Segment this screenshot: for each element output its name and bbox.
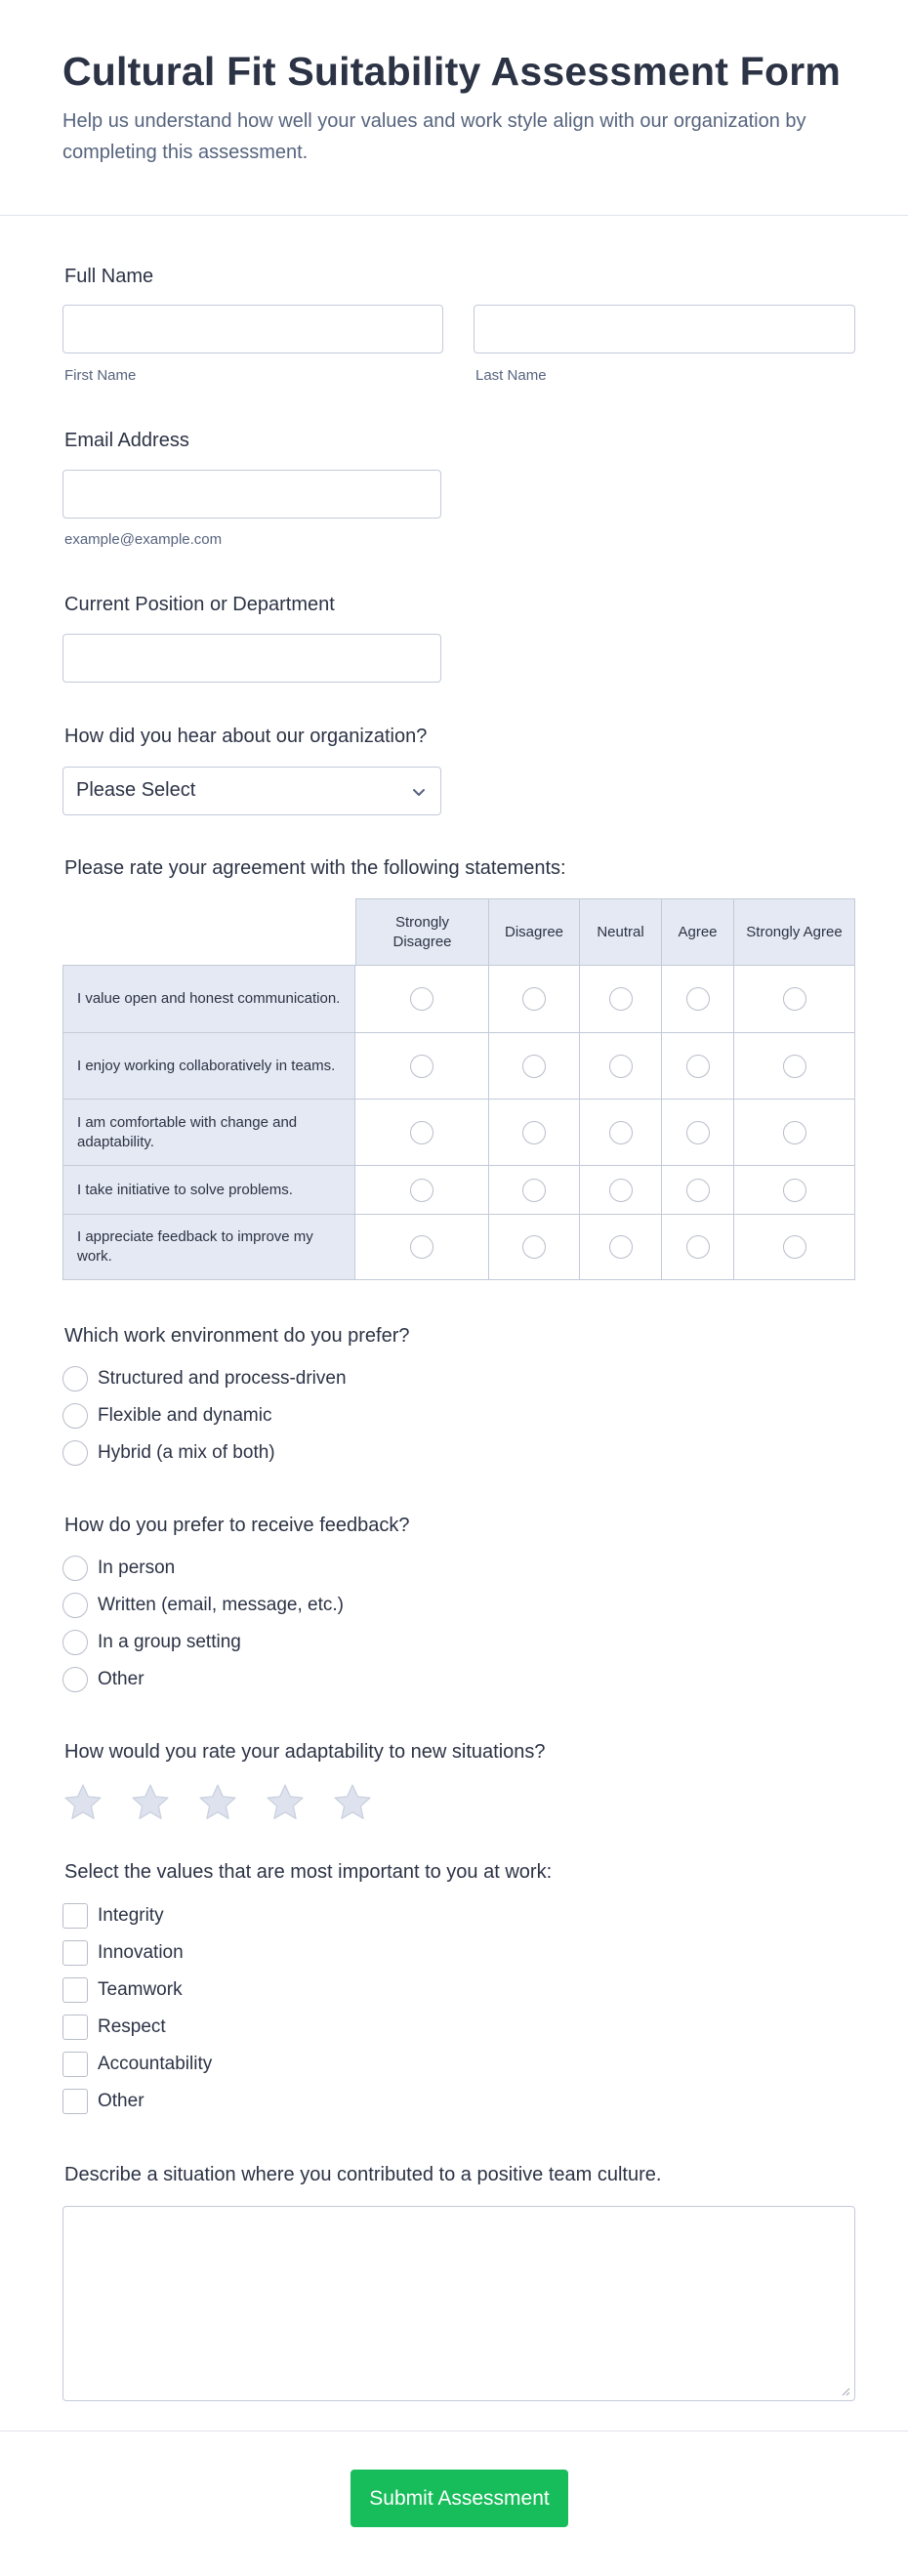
matrix-radio-button[interactable] [686, 1179, 710, 1202]
checkbox[interactable] [62, 2089, 88, 2114]
hear-about-select[interactable] [62, 767, 441, 815]
matrix-cell [488, 1214, 580, 1280]
matrix-row-label: I enjoy working collaboratively in teams. [62, 1032, 355, 1100]
matrix-radio-button[interactable] [522, 987, 546, 1011]
position-input[interactable] [62, 634, 441, 683]
radio-button[interactable] [62, 1630, 88, 1655]
matrix-radio-button[interactable] [783, 1179, 806, 1202]
star-icon[interactable] [130, 1782, 171, 1823]
page-subtitle: Help us understand how well your values and work style align with our organization by completing this assessment. [62, 110, 806, 163]
value-option[interactable] [62, 1975, 183, 2005]
value-option-label: Integrity [98, 1905, 164, 1926]
work-env-option-label: Hybrid (a mix of both) [98, 1442, 275, 1463]
matrix-label: Please rate your agreement with the following statements: [64, 857, 566, 879]
work-env-option[interactable] [62, 1364, 347, 1393]
matrix-radio-button[interactable] [783, 1235, 806, 1259]
feedback-pref-option[interactable] [62, 1591, 344, 1620]
matrix-cell [579, 1214, 662, 1280]
values-label: Select the values that are most important to you at work: [64, 1861, 553, 1883]
last-name-sublabel: Last Name [475, 367, 547, 384]
radio-button[interactable] [62, 1440, 88, 1466]
feedback-pref-option-label: In a group setting [98, 1632, 241, 1652]
matrix-radio-button[interactable] [783, 1121, 806, 1144]
matrix-column-header: Neutral [579, 898, 662, 966]
matrix-column-header: Disagree [488, 898, 580, 966]
star-rating [62, 1782, 399, 1823]
feedback-pref-option-label: In person [98, 1558, 176, 1578]
matrix-column-header: Agree [661, 898, 734, 966]
work-env-option-label: Structured and process-driven [98, 1368, 347, 1389]
matrix-cell [579, 1099, 662, 1166]
matrix-cell [733, 1099, 855, 1166]
chevron-down-icon [411, 784, 427, 800]
matrix-cell [661, 1099, 734, 1166]
matrix-row-label: I am comfortable with change and adaptability. [62, 1099, 355, 1166]
matrix-row-label: I take initiative to solve problems. [62, 1165, 355, 1215]
feedback-pref-option[interactable] [62, 1554, 175, 1583]
matrix-radio-button[interactable] [410, 987, 433, 1011]
radio-button[interactable] [62, 1366, 88, 1392]
matrix-cell [488, 965, 580, 1033]
value-option-label: Other [98, 2091, 144, 2111]
work-env-option[interactable] [62, 1401, 271, 1431]
matrix-cell [733, 1214, 855, 1280]
position-label: Current Position or Department [64, 594, 335, 615]
matrix-cell [733, 1032, 855, 1100]
matrix-radio-button[interactable] [410, 1055, 433, 1078]
agreement-matrix [62, 898, 855, 1280]
hear-about-label: How did you hear about our organization? [64, 726, 428, 747]
first-name-input[interactable] [62, 305, 443, 353]
feedback-pref-option[interactable] [62, 1628, 241, 1657]
matrix-radio-button[interactable] [522, 1235, 546, 1259]
page-title: Cultural Fit Suitability Assessment Form [62, 49, 842, 94]
matrix-cell [579, 1032, 662, 1100]
star-icon[interactable] [332, 1782, 373, 1823]
matrix-radio-button[interactable] [410, 1235, 433, 1259]
matrix-cell [661, 965, 734, 1033]
matrix-radio-button[interactable] [410, 1179, 433, 1202]
matrix-radio-button[interactable] [686, 1055, 710, 1078]
form-header [0, 0, 908, 216]
radio-button[interactable] [62, 1403, 88, 1429]
matrix-cell [733, 1165, 855, 1215]
matrix-cell [661, 1214, 734, 1280]
matrix-row-label: I appreciate feedback to improve my work. [62, 1214, 355, 1280]
matrix-radio-button[interactable] [609, 1055, 633, 1078]
checkbox[interactable] [62, 2015, 88, 2040]
star-icon[interactable] [265, 1782, 306, 1823]
matrix-radio-button[interactable] [783, 1055, 806, 1078]
work-env-option[interactable] [62, 1438, 275, 1468]
matrix-cell [579, 1165, 662, 1215]
radio-button[interactable] [62, 1593, 88, 1618]
culture-story-label: Describe a situation where you contributed to a positive team culture. [64, 2164, 662, 2185]
star-icon[interactable] [62, 1782, 103, 1823]
email-label: Email Address [64, 430, 189, 451]
matrix-radio-button[interactable] [686, 1235, 710, 1259]
matrix-cell [488, 1032, 580, 1100]
matrix-radio-button[interactable] [783, 987, 806, 1011]
radio-button[interactable] [62, 1556, 88, 1581]
checkbox[interactable] [62, 1940, 88, 1966]
matrix-radio-button[interactable] [686, 987, 710, 1011]
feedback-pref-option-label: Written (email, message, etc.) [98, 1595, 345, 1615]
work-env-label: Which work environment do you prefer? [64, 1325, 410, 1347]
matrix-radio-button[interactable] [522, 1121, 546, 1144]
first-name-sublabel: First Name [64, 367, 137, 384]
value-option[interactable] [62, 1938, 184, 1968]
matrix-cell [661, 1032, 734, 1100]
checkbox[interactable] [62, 1977, 88, 2003]
matrix-radio-button[interactable] [609, 1235, 633, 1259]
select-value: Please Select [76, 779, 196, 801]
feedback-pref-label: How do you prefer to receive feedback? [64, 1515, 410, 1536]
star-icon[interactable] [197, 1782, 238, 1823]
matrix-cell [354, 965, 489, 1033]
value-option[interactable] [62, 2013, 166, 2042]
matrix-radio-button[interactable] [609, 1179, 633, 1202]
value-option[interactable] [62, 2050, 212, 2079]
matrix-cell [488, 1099, 580, 1166]
value-option-label: Respect [98, 2016, 166, 2037]
matrix-cell [354, 1214, 489, 1280]
adaptability-label: How would you rate your adaptability to new situations? [64, 1741, 546, 1763]
email-input[interactable] [62, 470, 441, 519]
checkbox[interactable] [62, 1903, 88, 1929]
resize-handle-icon[interactable] [841, 2387, 850, 2396]
value-option-label: Accountability [98, 2054, 213, 2074]
culture-story-textarea[interactable] [62, 2206, 855, 2401]
value-option[interactable] [62, 2087, 144, 2116]
matrix-cell [661, 1165, 734, 1215]
value-option[interactable] [62, 1901, 164, 1931]
matrix-radio-button[interactable] [522, 1179, 546, 1202]
matrix-cell [354, 1165, 489, 1215]
matrix-radio-button[interactable] [609, 987, 633, 1011]
matrix-radio-button[interactable] [410, 1121, 433, 1144]
matrix-radio-button[interactable] [686, 1121, 710, 1144]
full-name-label: Full Name [64, 266, 154, 287]
matrix-row-label: I value open and honest communication. [62, 965, 355, 1033]
feedback-pref-option[interactable] [62, 1665, 144, 1694]
feedback-pref-option-label: Other [98, 1669, 144, 1689]
matrix-column-header: Strongly Agree [733, 898, 855, 966]
matrix-cell [733, 965, 855, 1033]
radio-button[interactable] [62, 1667, 88, 1692]
matrix-column-header: Strongly Disagree [355, 898, 489, 966]
matrix-cell [354, 1099, 489, 1166]
matrix-radio-button[interactable] [522, 1055, 546, 1078]
last-name-input[interactable] [474, 305, 855, 353]
matrix-cell [354, 1032, 489, 1100]
submit-button[interactable]: Submit Assessment [351, 2470, 568, 2527]
matrix-cell [488, 1165, 580, 1215]
checkbox[interactable] [62, 2052, 88, 2077]
email-sublabel: example@example.com [64, 531, 223, 548]
matrix-cell [579, 965, 662, 1033]
work-env-option-label: Flexible and dynamic [98, 1405, 272, 1426]
matrix-radio-button[interactable] [609, 1121, 633, 1144]
value-option-label: Teamwork [98, 1979, 183, 2000]
value-option-label: Innovation [98, 1942, 184, 1963]
